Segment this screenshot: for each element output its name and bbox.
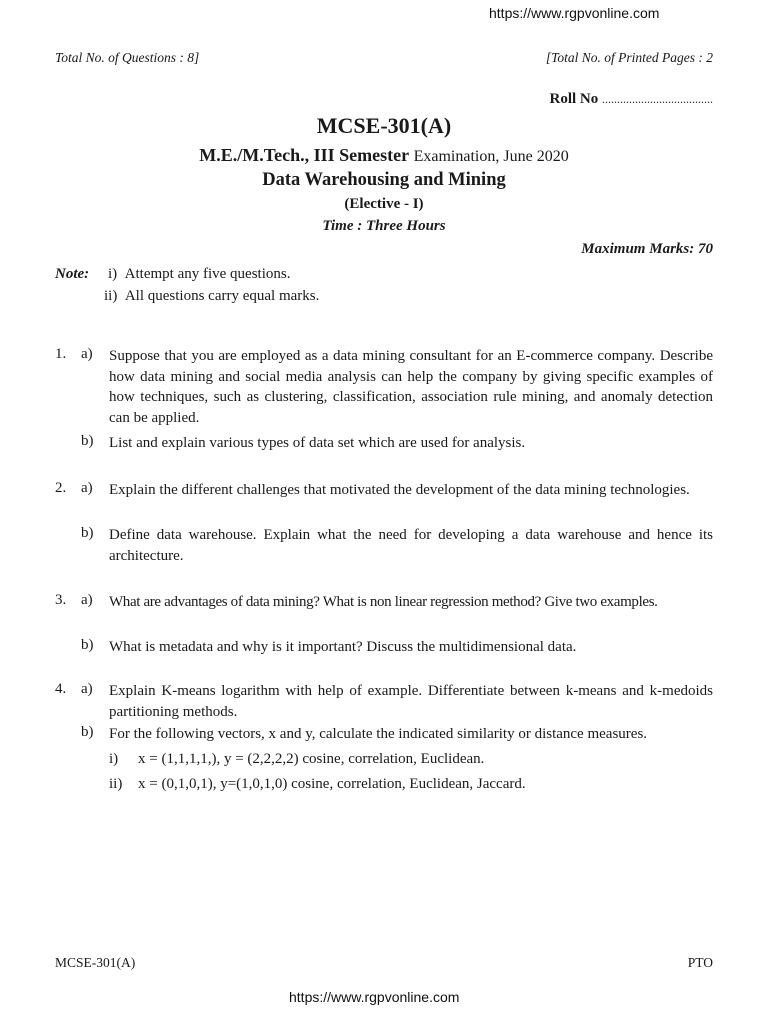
note-item-1: i) Attempt any five questions. [108, 266, 291, 282]
question-3a-text: What are advantages of data mining? What is non linear regression method? Give two examples. [109, 594, 658, 610]
question-3a-label: a) [81, 592, 93, 608]
question-1a-text: Suppose that you are employed as a data mining consultant for an E-commerce company. Describe how data mining and social media analysis can help the company by giving specific examples of how techniques, such as clustering, classification, association rule mining, and anomaly detection can be applied. [109, 348, 713, 426]
question-1-number: 1. [55, 346, 67, 362]
question-4b-ii-number: ii) [109, 776, 123, 792]
question-1b-text: List and explain various types of data set which are used for analysis. [109, 435, 526, 451]
header-url[interactable]: https://www.rgpvonline.com [489, 5, 660, 21]
paper-code: MCSE-301(A) [316, 113, 452, 138]
question-2-number: 2. [55, 480, 67, 496]
note-label: Note: [55, 266, 90, 282]
footer-code: MCSE-301(A) [55, 955, 136, 970]
question-4a-label: a) [81, 681, 93, 697]
total-questions: Total No. of Questions : 8] [55, 50, 200, 65]
course-degree: M.E./M.Tech., III Semester [199, 145, 410, 165]
question-2b-label: b) [81, 525, 94, 541]
question-3b-text: What is metadata and why is it important? Discuss the multidimensional data. [109, 639, 577, 655]
note-item-2: ii) All questions carry equal marks. [104, 288, 320, 304]
roll-no-label: Roll No [549, 91, 599, 107]
question-3-number: 3. [55, 592, 67, 608]
question-2a-text: Explain the different challenges that motivated the development of the data mining technologies. [109, 482, 690, 498]
footer-pto: PTO [687, 955, 713, 970]
question-4b-i-number: i) [109, 751, 119, 767]
question-2b-text: Define data warehouse. Explain what the need for developing a data warehouse and hence its architecture. [109, 527, 713, 564]
maximum-marks: Maximum Marks: 70 [581, 241, 713, 257]
time-allowed: Time : Three Hours [322, 218, 446, 234]
question-4b-i-text: x = (1,1,1,1,), y = (2,2,2,2) cosine, correlation, Euclidean. [138, 751, 485, 767]
question-4b-text: For the following vectors, x and y, calculate the indicated similarity or distance measures. [109, 726, 648, 742]
question-4b-ii-text: x = (0,1,0,1), y=(1,0,1,0) cosine, correlation, Euclidean, Jaccard. [138, 776, 526, 792]
roll-no-blank: ..................................... [602, 92, 713, 106]
course-line [0, 145, 768, 166]
question-3b-label: b) [81, 637, 94, 653]
footer-url[interactable]: https://www.rgpvonline.com [289, 989, 460, 1005]
elective: (Elective - I) [344, 196, 424, 212]
question-1a-label: a) [81, 346, 93, 362]
question-4b-label: b) [81, 724, 94, 740]
question-2a-label: a) [81, 480, 93, 496]
course-exam: Examination, June 2020 [413, 148, 569, 165]
question-1b-label: b) [81, 433, 94, 449]
question-4-number: 4. [55, 681, 67, 697]
roll-no [550, 91, 714, 108]
question-4a-text: Explain K-means logarithm with help of example. Differentiate between k-means and k-medoids partitioning methods. [109, 683, 713, 720]
subject-title: Data Warehousing and Mining [262, 170, 506, 190]
total-pages: [Total No. of Printed Pages : 2 [545, 50, 713, 65]
